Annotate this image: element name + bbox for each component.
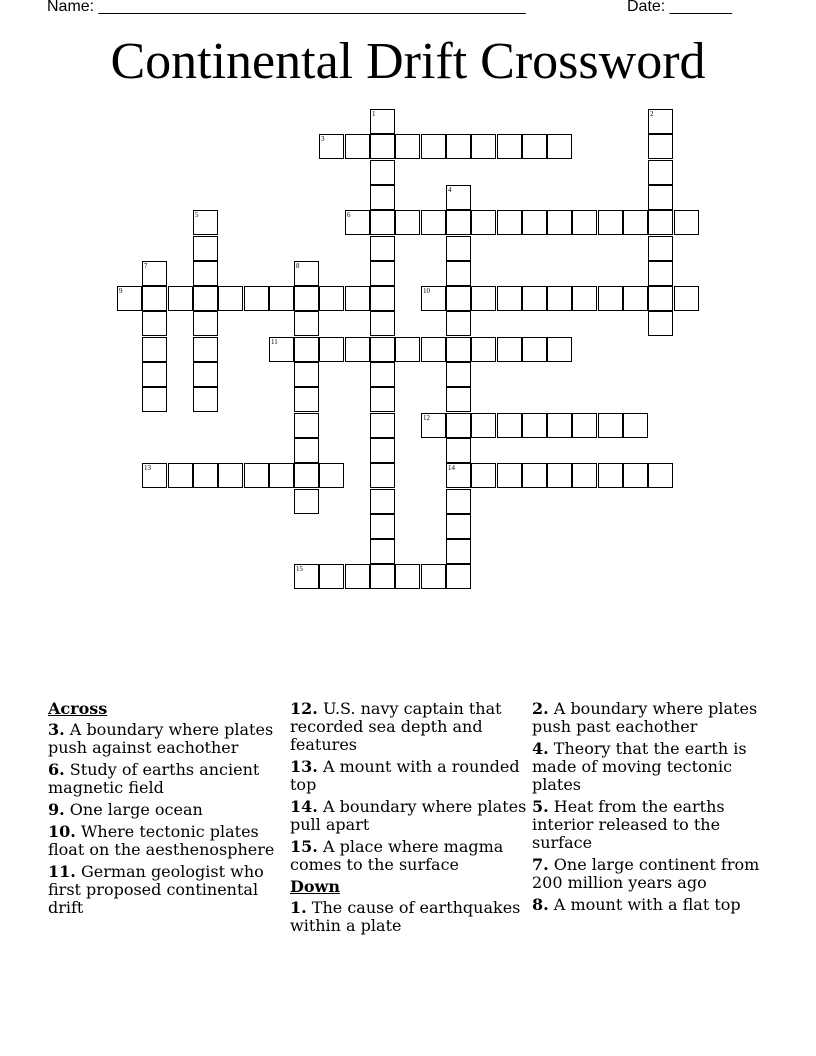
grid-cell[interactable] xyxy=(193,311,218,336)
grid-cell[interactable] xyxy=(522,413,547,438)
clue-number: 10. xyxy=(48,822,76,841)
grid-cell[interactable] xyxy=(370,134,395,159)
grid-cell[interactable] xyxy=(572,463,597,488)
grid-cell[interactable] xyxy=(421,337,446,362)
grid-cell[interactable] xyxy=(446,210,471,235)
clue-number: 13. xyxy=(290,757,318,776)
clue-number: 14. xyxy=(290,797,318,816)
grid-cell[interactable] xyxy=(370,109,395,134)
grid-cell[interactable] xyxy=(370,160,395,185)
grid-cell[interactable] xyxy=(193,210,218,235)
clue-text: A boundary where plates push against eachother xyxy=(48,720,274,757)
grid-cell[interactable] xyxy=(497,413,522,438)
grid-cell[interactable] xyxy=(421,134,446,159)
clue-text: One large ocean xyxy=(69,800,203,819)
across-clue xyxy=(290,838,530,874)
grid-cell[interactable] xyxy=(446,134,471,159)
grid-cell[interactable] xyxy=(294,337,319,362)
across-heading: Across xyxy=(48,699,108,718)
clue-number-label: 11 xyxy=(271,338,278,346)
grid-cell[interactable] xyxy=(446,286,471,311)
grid-cell[interactable] xyxy=(319,286,344,311)
grid-cell[interactable] xyxy=(370,387,395,412)
grid-cell[interactable] xyxy=(345,134,370,159)
grid-cell[interactable] xyxy=(446,362,471,387)
grid-cell[interactable] xyxy=(294,387,319,412)
clue-column-3 xyxy=(532,700,772,918)
clue-number-label: 9 xyxy=(119,287,123,295)
across-clue xyxy=(290,700,530,754)
clue-number-label: 13 xyxy=(144,464,151,472)
clue-number: 6. xyxy=(48,760,65,779)
clue-number-label: 6 xyxy=(347,211,351,219)
grid-cell[interactable] xyxy=(319,564,344,589)
grid-cell[interactable] xyxy=(395,134,420,159)
down-clue xyxy=(532,740,772,794)
down-clue xyxy=(532,700,772,736)
grid-cell[interactable] xyxy=(370,210,395,235)
name-field[interactable]: Name: ________________________________________________ xyxy=(47,0,526,15)
grid-cell[interactable] xyxy=(370,185,395,210)
clue-number: 9. xyxy=(48,800,65,819)
clue-number-label: 2 xyxy=(650,110,654,118)
grid-cell[interactable] xyxy=(294,311,319,336)
grid-cell[interactable] xyxy=(598,463,623,488)
grid-cell[interactable] xyxy=(117,286,142,311)
grid-cell[interactable] xyxy=(497,337,522,362)
grid-cell[interactable] xyxy=(345,564,370,589)
clue-number: 11. xyxy=(48,862,76,881)
grid-cell[interactable] xyxy=(142,362,167,387)
grid-cell[interactable] xyxy=(269,463,294,488)
grid-cell[interactable] xyxy=(446,337,471,362)
clue-column-2 xyxy=(290,700,530,939)
grid-cell[interactable] xyxy=(294,413,319,438)
clue-number: 12. xyxy=(290,699,318,718)
across-clue xyxy=(48,761,288,797)
grid-cell[interactable] xyxy=(497,210,522,235)
clue-number-label: 4 xyxy=(448,186,452,194)
grid-cell[interactable] xyxy=(370,438,395,463)
page-title: Continental Drift Crossword xyxy=(110,33,706,90)
grid-cell[interactable] xyxy=(446,564,471,589)
grid-cell[interactable] xyxy=(294,438,319,463)
grid-cell[interactable] xyxy=(142,286,167,311)
clue-text: Heat from the earths interior released to the surface xyxy=(532,797,725,852)
grid-cell[interactable] xyxy=(497,286,522,311)
grid-cell[interactable] xyxy=(345,337,370,362)
grid-cell[interactable] xyxy=(193,261,218,286)
clue-number: 8. xyxy=(532,895,549,914)
clue-text: A boundary where plates push past eachother xyxy=(532,699,758,736)
clue-text: Where tectonic plates float on the aesthenosphere xyxy=(48,822,275,859)
grid-cell[interactable] xyxy=(193,286,218,311)
grid-cell[interactable] xyxy=(648,286,673,311)
grid-cell[interactable] xyxy=(446,463,471,488)
grid-cell[interactable] xyxy=(446,261,471,286)
grid-cell[interactable] xyxy=(370,311,395,336)
grid-cell[interactable] xyxy=(319,134,344,159)
clue-number-label: 7 xyxy=(144,262,148,270)
grid-cell[interactable] xyxy=(648,109,673,134)
grid-cell[interactable] xyxy=(370,564,395,589)
clue-number-label: 15 xyxy=(296,565,303,573)
grid-cell[interactable] xyxy=(522,134,547,159)
grid-cell[interactable] xyxy=(395,210,420,235)
grid-cell[interactable] xyxy=(345,210,370,235)
clue-text: Theory that the earth is made of moving tectonic plates xyxy=(532,739,747,794)
grid-cell[interactable] xyxy=(370,413,395,438)
grid-cell[interactable] xyxy=(623,413,648,438)
grid-cell[interactable] xyxy=(522,210,547,235)
down-heading: Down xyxy=(290,877,340,896)
grid-cell[interactable] xyxy=(294,564,319,589)
grid-cell[interactable] xyxy=(471,210,496,235)
grid-cell[interactable] xyxy=(547,463,572,488)
grid-cell[interactable] xyxy=(623,210,648,235)
grid-cell[interactable] xyxy=(522,463,547,488)
grid-cell[interactable] xyxy=(168,463,193,488)
grid-cell[interactable] xyxy=(648,185,673,210)
grid-cell[interactable] xyxy=(193,463,218,488)
clue-number: 7. xyxy=(532,855,549,874)
grid-cell[interactable] xyxy=(623,286,648,311)
grid-cell[interactable] xyxy=(193,236,218,261)
grid-cell[interactable] xyxy=(142,337,167,362)
clue-number: 3. xyxy=(48,720,65,739)
grid-cell[interactable] xyxy=(395,564,420,589)
grid-cell[interactable] xyxy=(471,337,496,362)
grid-cell[interactable] xyxy=(471,463,496,488)
grid-cell[interactable] xyxy=(370,286,395,311)
grid-cell[interactable] xyxy=(319,463,344,488)
clue-number: 4. xyxy=(532,739,549,758)
across-clue xyxy=(48,823,288,859)
grid-cell[interactable] xyxy=(370,489,395,514)
grid-cell[interactable] xyxy=(269,286,294,311)
down-clue xyxy=(532,798,772,852)
clue-number: 2. xyxy=(532,699,549,718)
clue-text: A place where magma comes to the surface xyxy=(290,837,504,874)
clue-text: The cause of earthquakes within a plate xyxy=(290,898,521,935)
grid-cell[interactable] xyxy=(142,261,167,286)
grid-cell[interactable] xyxy=(370,362,395,387)
grid-cell[interactable] xyxy=(218,463,243,488)
grid-cell[interactable] xyxy=(193,387,218,412)
grid-cell[interactable] xyxy=(522,286,547,311)
clue-number-label: 3 xyxy=(321,135,325,143)
grid-cell[interactable] xyxy=(623,463,648,488)
grid-cell[interactable] xyxy=(244,286,269,311)
clue-text: Study of earths ancient magnetic field xyxy=(48,760,260,797)
clue-number-label: 14 xyxy=(448,464,455,472)
grid-cell[interactable] xyxy=(572,210,597,235)
down-clue xyxy=(290,899,530,935)
clue-number-label: 8 xyxy=(296,262,300,270)
clue-text: One large continent from 200 million years ago xyxy=(532,855,760,892)
grid-cell[interactable] xyxy=(370,337,395,362)
clue-number: 5. xyxy=(532,797,549,816)
down-clue xyxy=(532,856,772,892)
grid-cell[interactable] xyxy=(648,261,673,286)
clue-text: A mount with a flat top xyxy=(553,895,741,914)
grid-cell[interactable] xyxy=(319,337,344,362)
clue-number: 15. xyxy=(290,837,318,856)
clue-text: U.S. navy captain that recorded sea depth and features xyxy=(290,699,502,754)
grid-cell[interactable] xyxy=(572,286,597,311)
grid-cell[interactable] xyxy=(497,463,522,488)
grid-cell[interactable] xyxy=(269,337,294,362)
clue-text: German geologist who first proposed continental drift xyxy=(48,862,264,917)
grid-cell[interactable] xyxy=(370,539,395,564)
grid-cell[interactable] xyxy=(648,210,673,235)
grid-cell[interactable] xyxy=(370,463,395,488)
grid-cell[interactable] xyxy=(547,413,572,438)
grid-cell[interactable] xyxy=(522,337,547,362)
grid-cell[interactable] xyxy=(446,438,471,463)
grid-cell[interactable] xyxy=(648,236,673,261)
clue-number-label: 5 xyxy=(195,211,199,219)
grid-cell[interactable] xyxy=(421,564,446,589)
clue-column-1 xyxy=(48,700,288,921)
grid-cell[interactable] xyxy=(547,134,572,159)
grid-cell[interactable] xyxy=(471,134,496,159)
grid-cell[interactable] xyxy=(648,463,673,488)
grid-cell[interactable] xyxy=(598,210,623,235)
grid-cell[interactable] xyxy=(572,413,597,438)
grid-cell[interactable] xyxy=(421,413,446,438)
grid-cell[interactable] xyxy=(294,463,319,488)
grid-cell[interactable] xyxy=(446,489,471,514)
grid-cell[interactable] xyxy=(471,286,496,311)
grid-cell[interactable] xyxy=(244,463,269,488)
grid-cell[interactable] xyxy=(446,185,471,210)
grid-cell[interactable] xyxy=(294,286,319,311)
grid-cell[interactable] xyxy=(421,210,446,235)
grid-cell[interactable] xyxy=(446,413,471,438)
grid-cell[interactable] xyxy=(598,286,623,311)
grid-cell[interactable] xyxy=(497,134,522,159)
across-clue xyxy=(290,758,530,794)
clue-number-label: 1 xyxy=(372,110,376,118)
grid-cell[interactable] xyxy=(547,286,572,311)
date-field[interactable]: Date: _______ xyxy=(627,0,732,15)
clue-text: A mount with a rounded top xyxy=(290,757,520,794)
grid-cell[interactable] xyxy=(471,413,496,438)
grid-cell[interactable] xyxy=(446,514,471,539)
grid-cell[interactable] xyxy=(547,337,572,362)
grid-cell[interactable] xyxy=(674,286,699,311)
grid-cell[interactable] xyxy=(648,134,673,159)
grid-cell[interactable] xyxy=(294,362,319,387)
grid-cell[interactable] xyxy=(648,160,673,185)
grid-cell[interactable] xyxy=(218,286,243,311)
grid-cell[interactable] xyxy=(193,362,218,387)
grid-cell[interactable] xyxy=(446,236,471,261)
down-clue xyxy=(532,896,772,914)
grid-cell[interactable] xyxy=(370,236,395,261)
grid-cell[interactable] xyxy=(446,539,471,564)
grid-cell[interactable] xyxy=(168,286,193,311)
grid-cell[interactable] xyxy=(446,311,471,336)
grid-cell[interactable] xyxy=(142,463,167,488)
grid-cell[interactable] xyxy=(421,286,446,311)
grid-cell[interactable] xyxy=(294,489,319,514)
clue-number: 1. xyxy=(290,898,307,917)
across-clue xyxy=(48,721,288,757)
grid-cell[interactable] xyxy=(648,311,673,336)
grid-cell[interactable] xyxy=(142,387,167,412)
across-clue xyxy=(48,801,288,819)
grid-cell[interactable] xyxy=(370,514,395,539)
across-clue xyxy=(48,863,288,917)
clue-text: A boundary where plates pull apart xyxy=(290,797,527,834)
grid-cell[interactable] xyxy=(547,210,572,235)
across-clue xyxy=(290,798,530,834)
grid-cell[interactable] xyxy=(395,337,420,362)
grid-cell[interactable] xyxy=(142,311,167,336)
grid-cell[interactable] xyxy=(598,413,623,438)
grid-cell[interactable] xyxy=(294,261,319,286)
grid-cell[interactable] xyxy=(345,286,370,311)
clue-number-label: 10 xyxy=(423,287,430,295)
grid-cell[interactable] xyxy=(370,261,395,286)
grid-cell[interactable] xyxy=(446,387,471,412)
grid-cell[interactable] xyxy=(674,210,699,235)
grid-cell[interactable] xyxy=(193,337,218,362)
clue-number-label: 12 xyxy=(423,414,430,422)
